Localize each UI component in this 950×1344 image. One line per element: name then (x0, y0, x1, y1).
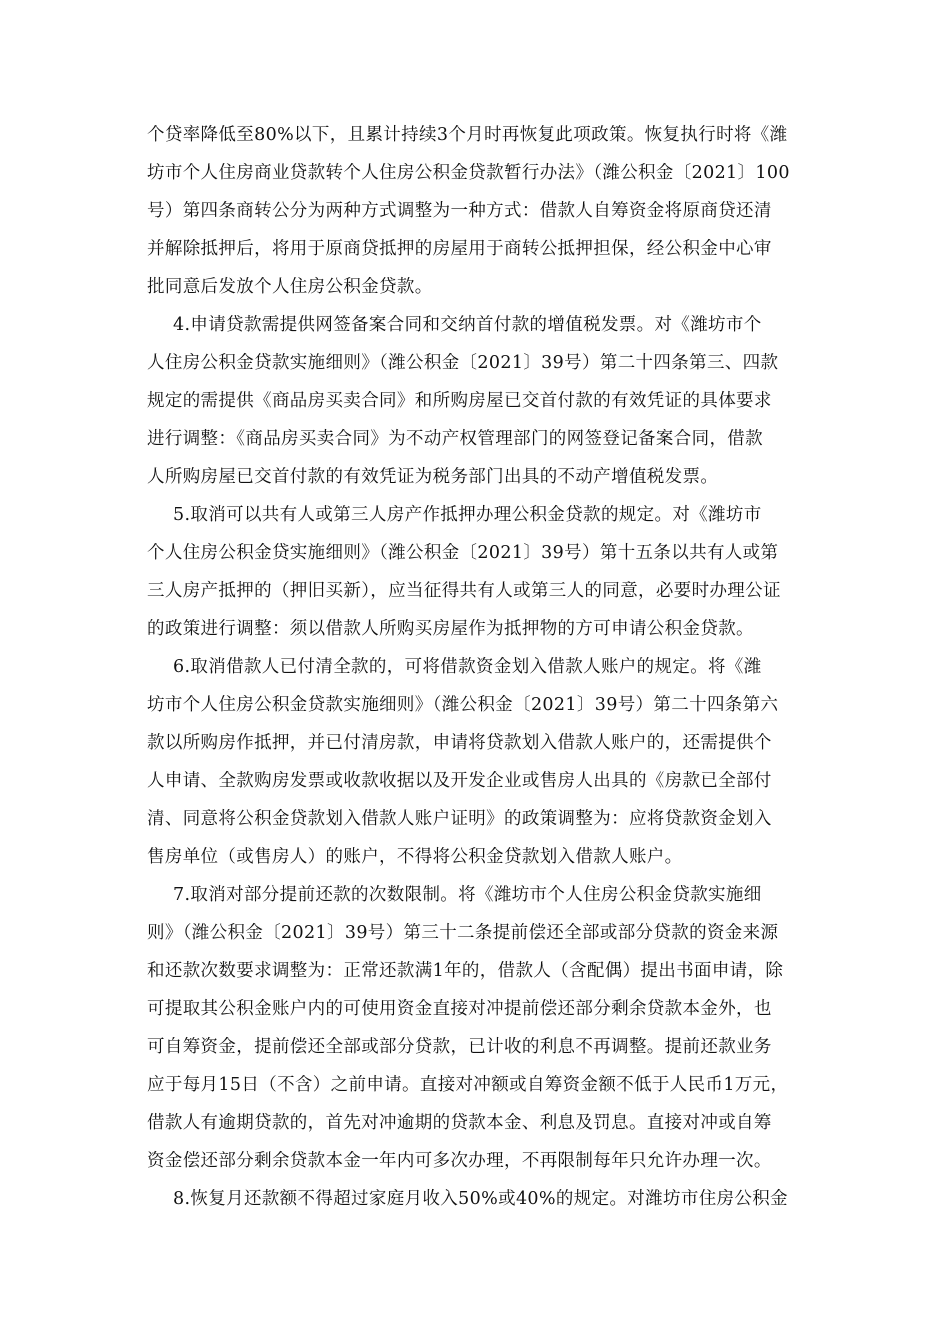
text-line: 人申请、全款购房发票或收款收据以及开发企业或售房人出具的《房款已全部付 (147, 771, 772, 791)
text-line: 规定的需提供《商品房买卖合同》和所购房屋已交首付款的有效凭证的具体要求 (147, 391, 772, 411)
text-line: 和还款次数要求调整为：正常还款满1年的，借款人（含配偶）提出书面申请，除 (147, 961, 784, 981)
text-line: 坊市个人住房公积金贷款实施细则》（潍公积金〔2021〕39号）第二十四条第六 (147, 695, 779, 715)
text-line: 人所购房屋已交首付款的有效凭证为税务部门出具的不动产增值税发票。 (147, 467, 719, 487)
text-line: 进行调整：《商品房买卖合同》为不动产权管理部门的网签登记备案合同，借款 (147, 429, 763, 449)
text-line: 并解除抵押后，将用于原商贷抵押的房屋用于商转公抵押担保，经公积金中心审 (147, 239, 772, 259)
paragraph-8-start: 8.恢复月还款额不得超过家庭月收入50%或40%的规定。对潍坊市住房公积金 (173, 1189, 788, 1209)
text-line: 的政策进行调整：须以借款人所购买房屋作为抵押物的方可申请公积金贷款。 (147, 619, 754, 639)
text-line: 坊市个人住房商业贷款转个人住房公积金贷款暂行办法》（潍公积金〔2021〕100 (147, 163, 790, 183)
paragraph-7-start: 7.取消对部分提前还款的次数限制。将《潍坊市个人住房公积金贷款实施细 (173, 885, 762, 905)
text-line: 应于每月15日（不含）之前申请。直接对冲额或自筹资金额不低于人民币1万元， (147, 1075, 789, 1095)
paragraph-6-start: 6.取消借款人已付清全款的，可将借款资金划入借款人账户的规定。将《潍 (173, 657, 762, 677)
paragraph-5-start: 5.取消可以共有人或第三人房产作抵押办理公积金贷款的规定。对《潍坊市 (173, 505, 762, 525)
text-line: 资金偿还部分剩余贷款本金一年内可多次办理，不再限制每年只允许办理一次。 (147, 1151, 772, 1171)
paragraph-4-start: 4.申请贷款需提供网签备案合同和交纳首付款的增值税发票。对《潍坊市个 (173, 315, 762, 335)
text-line: 可自筹资金，提前偿还全部或部分贷款，已计收的利息不再调整。提前还款业务 (147, 1037, 772, 1057)
text-line: 人住房公积金贷款实施细则》（潍公积金〔2021〕39号）第二十四条第三、四款 (147, 353, 779, 373)
document-body (147, 118, 807, 1220)
text-line: 清、同意将公积金贷款划入借款人账户证明》的政策调整为：应将贷款资金划入 (147, 809, 772, 829)
text-line: 可提取其公积金账户内的可使用资金直接对冲提前偿还部分剩余贷款本金外，也 (147, 999, 772, 1019)
text-line: 批同意后发放个人住房公积金贷款。 (147, 277, 433, 297)
text-line: 个贷率降低至80%以下，且累计持续3个月时再恢复此项政策。恢复执行时将《潍 (147, 125, 788, 145)
text-line: 款以所购房作抵押，并已付清房款，申请将贷款划入借款人账户的，还需提供个 (147, 733, 772, 753)
text-line: 借款人有逾期贷款的，首先对冲逾期的贷款本金、利息及罚息。直接对冲或自筹 (147, 1113, 772, 1133)
text-line: 号）第四条商转公分为两种方式调整为一种方式：借款人自筹资金将原商贷还清 (147, 201, 772, 221)
text-line: 三人房产抵押的（押旧买新），应当征得共有人或第三人的同意，必要时办理公证 (147, 581, 781, 601)
text-line: 则》（潍公积金〔2021〕39号）第三十二条提前偿还全部或部分贷款的资金来源 (147, 923, 779, 943)
text-line: 个人住房公积金贷实施细则》（潍公积金〔2021〕39号）第十五条以共有人或第 (147, 543, 779, 563)
text-line: 售房单位（或售房人）的账户，不得将公积金贷款划入借款人账户。 (147, 847, 683, 867)
